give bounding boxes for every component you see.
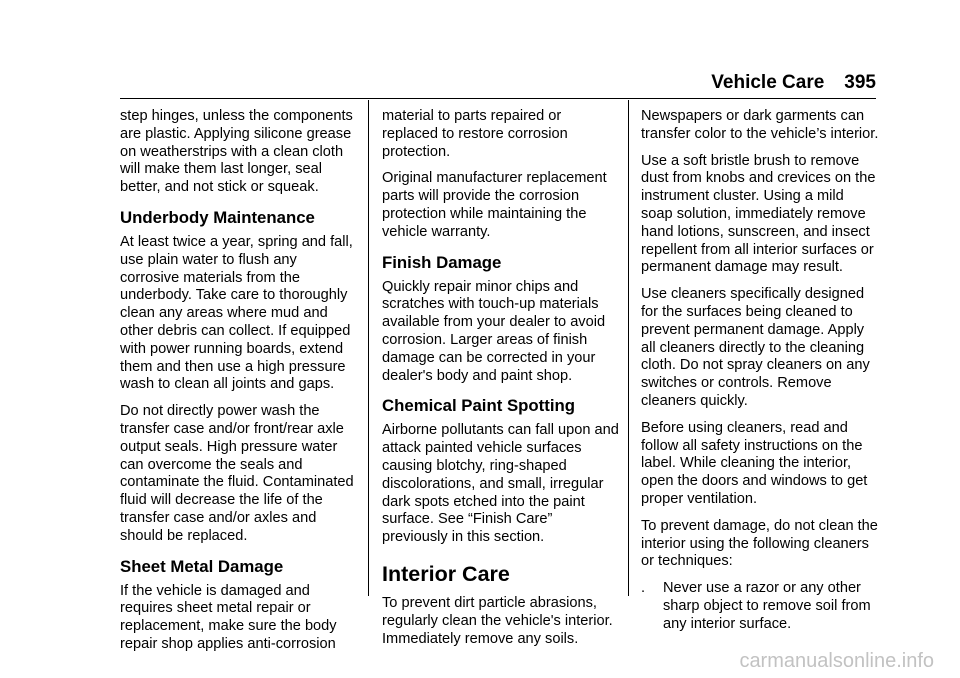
text-column-right bbox=[641, 108, 879, 634]
page-header bbox=[706, 70, 876, 96]
column-separator bbox=[628, 100, 629, 596]
header-rule bbox=[120, 98, 876, 99]
section-title: Vehicle Care bbox=[711, 72, 825, 93]
subsection-heading: Sheet Metal Damage bbox=[120, 556, 284, 576]
paragraph: material to parts repaired or replaced to restore corrosion protection. bbox=[382, 108, 568, 160]
paragraph: Original manufacturer replacement parts will provide the corrosion protection while maintaining the vehicle warranty. bbox=[382, 170, 607, 240]
section-heading: Interior Care bbox=[382, 561, 510, 586]
page-number: 395 bbox=[844, 72, 876, 93]
paragraph: To prevent damage, do not clean the interior using the following cleaners or techniques: bbox=[641, 517, 878, 570]
text-column-left bbox=[120, 108, 358, 663]
bullet-marker: . bbox=[641, 580, 646, 597]
paragraph: If the vehicle is damaged and requires sheet metal repair or replacement, make sure the body repair shop applies anti-corrosion bbox=[120, 582, 337, 652]
paragraph: Newspapers or dark garments can transfer color to the vehicle’s interior. bbox=[641, 108, 879, 142]
text-column-middle bbox=[382, 108, 620, 657]
paragraph: Quickly repair minor chips and scratches with touch-up materials available from your dealer to avoid corrosion. Larger areas of finish damage can be corrected in your dealer's body and paint shop. bbox=[382, 278, 606, 384]
watermark: carmanualsonline.info bbox=[739, 650, 934, 672]
paragraph: Use cleaners specifically designed for the surfaces being cleaned to prevent permanent damage. Apply all cleaners directly to the cleaning cloth. Do not spray cleaners on any switches or controls. Remove cleaners quickly. bbox=[641, 286, 870, 409]
subsection-heading: Chemical Paint Spotting bbox=[382, 396, 576, 416]
paragraph: At least twice a year, spring and fall, use plain water to flush any corrosive materials from the underbody. Take care to thoroughly clean any areas where mud and other debris can collect. If equipped with power running boards, extend them and then use a high pressure wash to clean all joints and gaps. bbox=[120, 233, 353, 393]
bullet-item bbox=[641, 580, 879, 633]
paragraph: Do not directly power wash the transfer case and/or front/rear axle output seals. High pressure water can overcome the seals and contaminate the fluid. Contaminated fluid will decrease the life of the transfer case and/or axles and should be replaced. bbox=[120, 403, 354, 544]
paragraph: step hinges, unless the components are plastic. Applying silicone grease on weatherstrips with a clean cloth will make them last longer, seal better, and not stick or squeak. bbox=[120, 108, 353, 196]
subsection-heading: Underbody Maintenance bbox=[120, 207, 315, 227]
paragraph: To prevent dirt particle abrasions, regularly clean the vehicle's interior. Immediately remove any soils. bbox=[382, 594, 613, 647]
column-separator bbox=[368, 100, 369, 596]
paragraph: Before using cleaners, read and follow all safety instructions on the label. While cleaning the interior, open the doors and windows to get proper ventilation. bbox=[641, 419, 868, 507]
paragraph: Use a soft bristle brush to remove dust from knobs and crevices on the instrument cluster. Using a mild soap solution, immediately remove hand lotions, sunscreen, and insect repellent from all interior surfaces or permanent damage may result. bbox=[641, 152, 876, 276]
subsection-heading: Finish Damage bbox=[382, 252, 502, 272]
bullet-text: Never use a razor or any other sharp object to remove soil from any interior surface. bbox=[663, 580, 871, 632]
paragraph: Airborne pollutants can fall upon and attack painted vehicle surfaces causing blotchy, ring-shaped discolorations, and small, irregular dark spots etched into the paint surface. See “Finish Care” previously in this section. bbox=[382, 422, 619, 546]
